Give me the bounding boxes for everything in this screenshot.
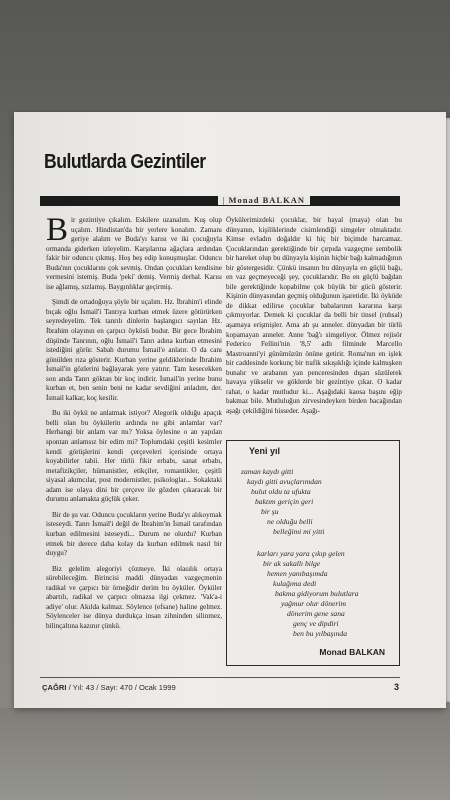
- paragraph-text: ir gezintiye çıkalım. Eskilere uzanalım. Kuş olup uçalım. Hindistan'da bir yerlere konalım. Zamanı geriye alalım ve Buda'yı karısı ve iki çocuğuyla ormanda giderken izleyelim. Karşılarına ağaçlara ardından fakir bir oduncu çıkmış. Hoş beş edip konuşmuşlar. Oduncu Buda'nın çocuklarını çok sevmiş. Ondan çocukları kendisine vermesini istemiş. Buda 'peki' demiş. Vermiş derhal. Karısı ise ağlamış, sızlamış. Baygınlıklar geçirmiş.: [46, 216, 222, 291]
- poem-author: Monad BALKAN: [319, 647, 385, 657]
- author-bar: [40, 196, 400, 206]
- right-column: [226, 216, 402, 416]
- poem-line: genç ve dipdiri: [293, 619, 339, 628]
- poem-line: ne olduğu belli: [267, 517, 313, 526]
- poem-line: ben bu yılbaşında: [293, 629, 347, 638]
- footer: [42, 683, 176, 692]
- poem-line: yağmur olur dönerim: [281, 599, 346, 608]
- poem-line: bakma gidiyorum bulutlara: [275, 589, 359, 598]
- paragraph: Öykülerimizdeki çocuklar, bir hayal (maya) olan bu dünyanın, kişiliklerinde cisimlendiği simgeler olmaktadır. Kimse evladın doğaldır ki hiç bir biçimde harcamaz. Çocuklarından gerektiğinde bir çırpıda vazgeçme sembolik bir hareket olup bu dünyayla kişinin hiçbir bağı kalmadığının bir göstergesidir. Çünkü insanın bu dünyayla en güçlü bağı, en vaz geçmeyeceği şey, çocuklarıdır. Bu en güçlü bağdan bile gerektiğinde kopabilme çok büyük bir gücü gösterir. Kişinin dünyasından geçmiş olduğunun işaretidir. İki öyküde de dikkat edilirse çocuklar babalarının kararına karşı çıkmıyorlar. Demek ki çocuklar da belli bir tinsel (ruhsal) aşamaya erişmişler. Ama ah şu anneler. dünyadan bir türlü kopamayan anneler. Anne 'bağ'ı simgeliyor. Ölmez rejisör Federico Fellini'nin '8,5' adlı filminde Marcello Mastroanni'yi günümüzün önüne getirir. Roma'nın en işlek bir caddesinde korkunç bir trafik sıkışıklığı içinde kalmışken bunalır ve arabanın yan penceresinden dışarı süzülerek havaya yükselir ve göklerde bir gezintiye çıkar. O kadar rahat, o kadar mutludur ki... Aşağıdaki kaosa başını eğip bakmaz bile. Mutluluğun zirvesindeyken birden bacağından aşağı çekildiğini hisseder. Aşağı-: [226, 216, 402, 415]
- poem-line: karları yara yara çıkıp gelen: [257, 549, 345, 558]
- author-name: Monad BALKAN: [228, 195, 305, 205]
- page-number: 3: [394, 682, 400, 692]
- article-title: Bulutlarda Gezintiler: [44, 150, 206, 173]
- paragraph: Bu iki öykü ne anlatmak istiyor? Alegorik olduğu apaçık belli olan bu öykülerin ardında ne gibi anlamlar var? Herhangi bir anlam var mı? Yoksa öylesine o an yapılan spontan anlamsız bir edim mi? Toplumdaki çeşitli kesimler kendi görüşlerini kendi çerçeveleri içerisinde ortaya koyabilirler tabii. Her türlü fikir erbabı, sanat erbabı, metafizikçiler, hümanistler, etikçiler, romantikler, çeşitli siyasal akımcılar, post modernistler, psikologlar... Sokaktaki adam ise olaya dini bir çerçeve ile gözden çıkaracak bir durumu anlamakta güçlük çeker.: [46, 409, 222, 504]
- poem-line: bir şu: [261, 507, 279, 516]
- poem-box: [226, 440, 400, 666]
- magazine-name: ÇAĞRI: [42, 683, 67, 692]
- author-separator: |: [222, 195, 226, 205]
- poem-line: bulut oldu ta ufukta: [251, 487, 311, 496]
- poem-line: belleğimi mi yitti: [273, 527, 325, 536]
- paragraph: [46, 212, 222, 292]
- poem-line: baktım geriçin geri: [255, 497, 314, 506]
- poem-line: zaman kaydı gitti: [241, 467, 294, 476]
- paragraph: Bir de şu var. Oduncu çocukların yerine Buda'yı alıkoymak isteseydi. Tanrı İsmail'i değil de İbrahim'in İsmail tarafından kurban edilmesini isteseydi... Durum ne olurdu? Kurban etmek bir derece daha kolay da kurban edilmek nasıl bir duygu?: [46, 510, 222, 558]
- drop-cap: B: [46, 212, 69, 248]
- paragraph: Biz gelelim alegoriyi çözmeye. İki olasılık ortaya sürebileceğim. Birincisi maddi dünyadan vazgeçmenin radikal ve çarpıcı bir örneğidir derim bu öyküler. Öyküler abartılı, radikal ve çarpıcı olmazsa ilgi çekmez. 'Vak'a-i adiye' olur. Akılda kalmaz. Söylence (efsane) haline gelmez. Söylenceler ise dünya durdukça insan zihninden silinmez, bilinçaltına kazınır çünkü.: [46, 564, 222, 630]
- poem-line: kaydı gitti avuçlarımdan: [247, 477, 322, 486]
- poem-line: bir ak sakallı bilge: [263, 559, 321, 568]
- table-surface: [0, 708, 450, 800]
- poem-line: hemen yanıbaşımda: [267, 569, 328, 578]
- poem-line: dönerim gene sana: [287, 609, 345, 618]
- author-label: [218, 195, 310, 205]
- poem-title: Yeni yıl: [249, 446, 281, 456]
- left-column: [46, 212, 222, 631]
- issue-details: / Yıl: 43 / Sayı: 470 / Ocak 1999: [68, 683, 176, 692]
- paragraph: Şimdi de ortadoğuya şöyle bir uçalım. Hz. İbrahim'i elinde bıçak oğlu İsmail'i Tanrıya kurban etmek üzere götürürken seyredeyelim. Tek tanrılı dinlerin başlangıcı sayılan Hz. İbrahim olayının en çarpıcı öyküsü budur. Bir gece İbrahim düşünde Tanrının, oğlu İsmail'i Tanrı adına kurban etmesini istediğini görür. Sabah durumu İsmail'e anlatır. O da canı gönülden rıza gösterir. Kurban yerine geldiklerinde İbrahim İsmail'in gözlerini bağlayarak yere yatırır. Tam kesecekken son anda Tanrı göktan bir koç indirir. İsmail'in yerine bunu kurban et, ben senin beni ne kadar sevdiğini anladım, der. İsmail kalkar, koç kesilir.: [46, 298, 222, 402]
- poem-line: kulağıma dedi: [273, 579, 317, 588]
- footer-rule: [40, 677, 400, 678]
